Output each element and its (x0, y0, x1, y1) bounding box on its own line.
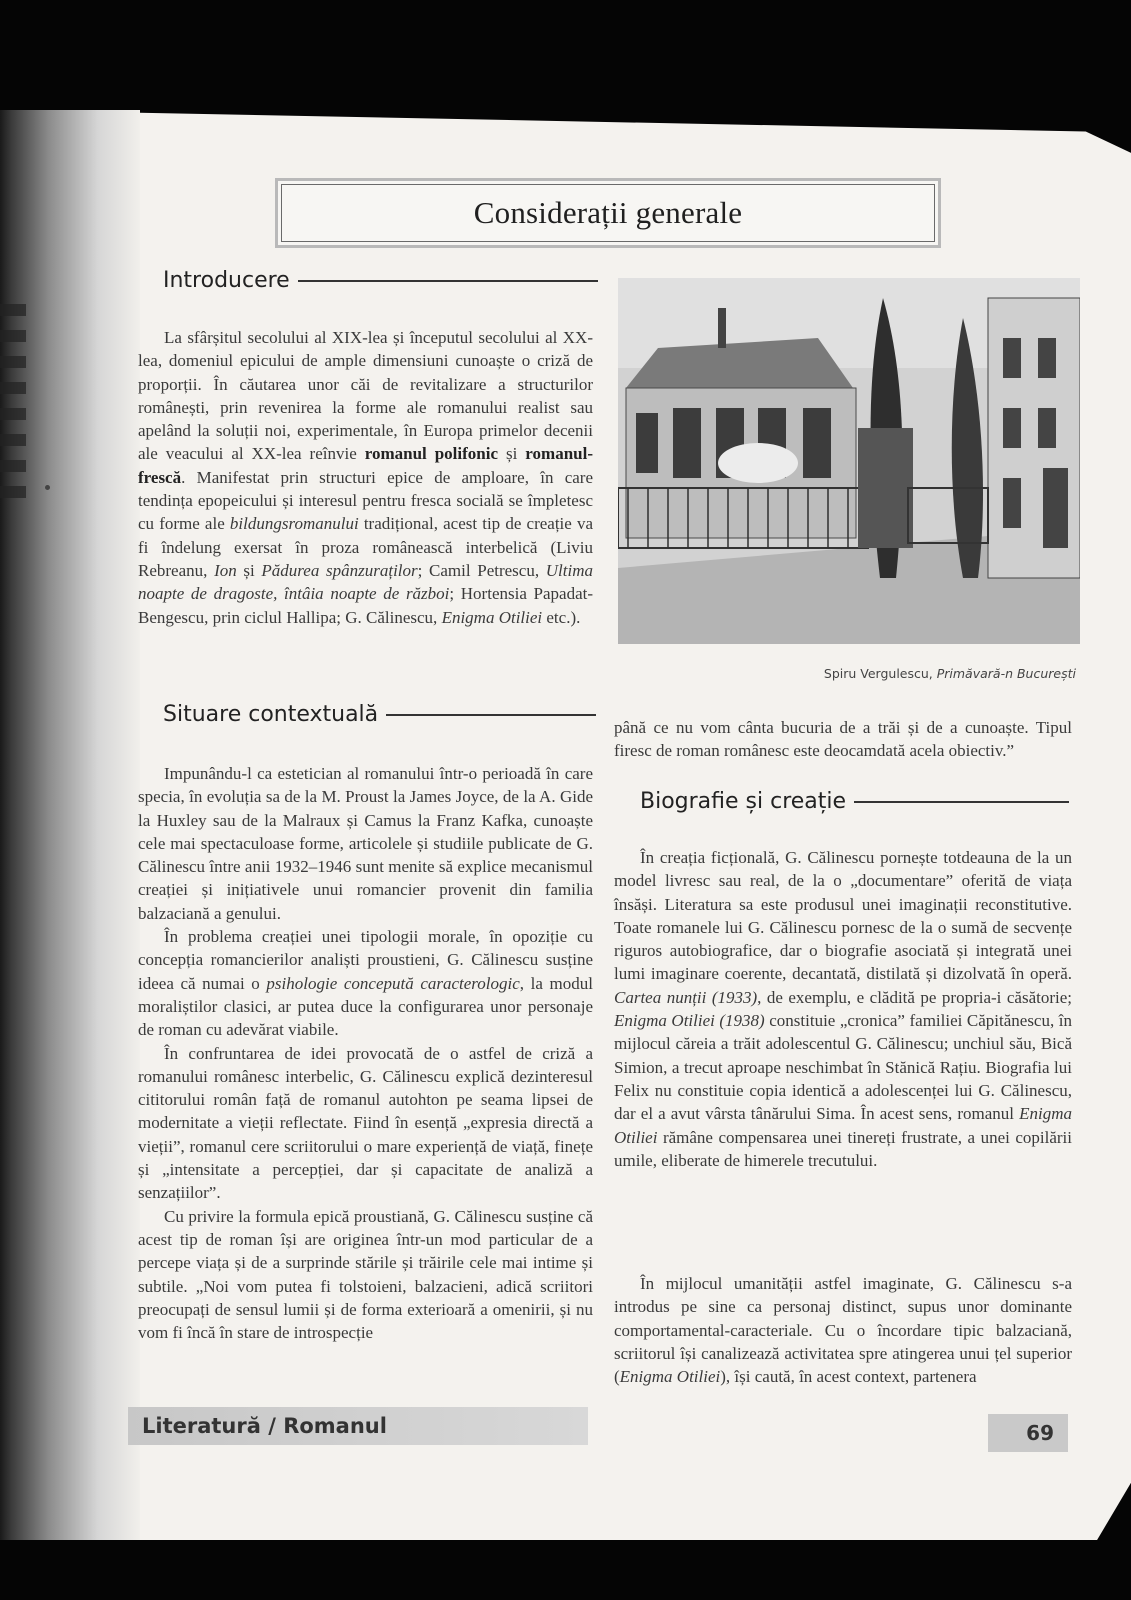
bio-text: rămâne compensarea unei tinereți frustrate, a unei copilării umile, eliberate de himerele trecutului. (614, 1127, 1072, 1170)
page-gutter-shadow (0, 110, 140, 1540)
work-title: Enigma Otiliei (619, 1367, 721, 1387)
page-number: 69 (1026, 1421, 1054, 1445)
bio-text: În creația ficțională, G. Călinescu pornește totdeauna de la un model livresc sau real, de la o „documentare” oferită de viața însăși. Literatura sa este produsul unei imaginații reconstitutive. Toate romanele lui G. Călinescu pornesc de la o sumă de secvențe riguros autobiografice, dar o biografie asociată și integrată unei lumi imaginare coerente, decantată, distilată și dizolvată în operă. (614, 848, 1072, 984)
context-italic-term: psihologie concepută caracterologic (266, 973, 520, 993)
intro-text: și (236, 560, 262, 580)
bio-text: În mijlocul umanității astfel imaginate, G. Călinescu s-a introdus pe sine ca personaj distinct, supus unor dominante comportamental-caracteriale. Cu o încordare tipic balzaciană, scriitorul își canalizează activitatea spre atingerea unui țel superior ( (614, 1274, 1072, 1387)
work-title: Pădurea spânzuraților (261, 560, 418, 580)
intro-text: tradițional, acest tip de creație va fi îndelung exersat în proza românească interbelică (Liviu Rebreanu, (138, 514, 594, 580)
intro-text: etc.). (542, 607, 581, 627)
work-title: Enigma Otiliei (1938) (614, 1011, 765, 1031)
work-title: Enigma Otiliei (441, 607, 543, 627)
bio-paragraph-2 (614, 1272, 1072, 1388)
caption-author: Spiru Vergulescu, (823, 666, 937, 681)
bio-text: constituie „cronica” familiei Căpitănescu, în mijlocul căreia a trăit adolescentul G. Călinescu; unchiul său, Bică Simion, a trecut aproape neschimbat în Stănică Rațiu. Biografia lui Felix nu constituie copia identică a adolescenței lui G. Călinescu, dar el a avut vârsta tânărului Sima. În acest sens, romanul (614, 1011, 1072, 1124)
bio-paragraph-1 (614, 846, 1072, 1172)
section-heading-biografie (640, 789, 1069, 814)
chapter-title-box (275, 178, 941, 248)
painting-house-image (618, 278, 1080, 644)
page-number-box (988, 1414, 1068, 1452)
intro-text: ; Hortensia Papadat-Bengescu, prin ciclul Hallipa; G. Călinescu, (138, 584, 593, 627)
section-heading-label: Situare contextuală (163, 702, 379, 727)
heading-rule (386, 714, 596, 716)
bio-text: , de exemplu, e clădită pe propria-i căsătorie; (757, 987, 1072, 1007)
work-title: Enigma Otiliei (614, 1104, 1072, 1147)
chapter-title: Considerații generale (473, 195, 743, 230)
context-paragraph-4-continued: până ce nu vom cânta bucuria de a trăi și de a cunoaște. Tipul firesc de roman românesc este deocamdată acela obiectiv.” (614, 718, 1072, 761)
context-column (138, 762, 593, 1344)
context-text: , la modul moraliștilor clasici, ar putea duce la configurarea unor personaje de roman cu adevărat viabile. (138, 973, 593, 1040)
context-paragraph-4: Cu privire la formula epică proustiană, G. Călinescu susține că acest tip de roman își are originea într-un mod particular de a percepe viața și de a surprinde stările și trăirile cele mai intime și subtile. „Noi vom putea fi tolstoieni, balzacieni, adică scriitori preocupați de sensul lumii și de forma exterioară a omenirii, și nu vom fi încă în stare de introspecție (138, 1206, 593, 1343)
context-paragraph-3: În confruntarea de idei provocată de o astfel de criză a romanului românesc interbelic, G. Călinescu explică dezinteresul cititorului român față de romanul autohton pe seama lipsei de modernitate a vieții reflectate. Fiind în esență „expresia directă a vieții”, romanul cere scriitorului o mare experiență de viață, finețe și „intensitate a percepției, dar și capacitate de analiză a senzațiilor”. (138, 1043, 593, 1203)
section-heading-label: Introducere (163, 268, 290, 293)
intro-text: ; Camil Petrescu, (417, 560, 546, 580)
context-paragraph-2 (138, 925, 593, 1041)
intro-text: . Manifestat prin structuri epice de amploare, în care tendința epopeicului și interesul pentru fresca socială se împletesc cu forme ale (138, 467, 593, 534)
context-continuation (614, 716, 1072, 763)
scan-speck (45, 485, 50, 490)
intro-italic-term: bildungsromanului (229, 514, 359, 534)
work-title: Ion (214, 560, 237, 580)
context-text: În problema creației unei tipologii morale, în opoziție cu concepția romancierilor analiști proustieni, G. Călinescu susține ideea că numai o (138, 927, 593, 993)
section-heading-introducere (163, 268, 598, 293)
context-paragraph-1: Impunându-l ca estetician al romanului într-o perioadă în care specia, în evoluția sa de la M. Proust la James Joyce, de la A. Gide la Huxley sau de la Malraux și Camus la Franz Kafka, cunoaște cele mai spectaculoase forme, articolele și studiile publicate de G. Călinescu între anii 1932–1946 sunt menite să explice mecanismul creației și inițiativele unui romancier provenit din familia balzaciană a genului. (138, 764, 593, 923)
footer-section-label: Literatură / Romanul (142, 1414, 387, 1438)
painting-illustration (618, 278, 1080, 644)
running-footer (128, 1407, 588, 1445)
intro-paragraph (138, 326, 593, 629)
bio-text: ), își caută, în acest context, partenera (720, 1367, 977, 1387)
caption-work-title: Primăvară-n București (936, 666, 1076, 681)
heading-rule (854, 801, 1069, 803)
section-heading-label: Biografie și creație (640, 789, 847, 814)
intro-bold-term: romanul-frescă (138, 444, 593, 487)
heading-rule (298, 280, 598, 282)
intro-bold-term: romanul polifonic (364, 444, 499, 464)
work-title: Cartea nunții (1933) (614, 987, 758, 1007)
intro-text: La sfârșitul secolului al XIX-lea și începutul secolului al XX-lea, domeniul epicului de ample dimensiuni cunoaște o criză de proporții. În căutarea unor căi de revitalizare a structurilor românești, prin revenirea la forme ale romanului realist sau apelând la soluții noi, experimentale, în Europa primelor decenii ale veacului al XX-lea reînvie (138, 328, 593, 464)
illustration-caption (618, 666, 1076, 681)
intro-text: și (498, 444, 526, 464)
work-title: Ultima noapte de dragoste, întâia noapte de război (138, 560, 594, 604)
section-heading-situare-contextuala (163, 702, 596, 727)
facing-page-edge (0, 290, 40, 512)
